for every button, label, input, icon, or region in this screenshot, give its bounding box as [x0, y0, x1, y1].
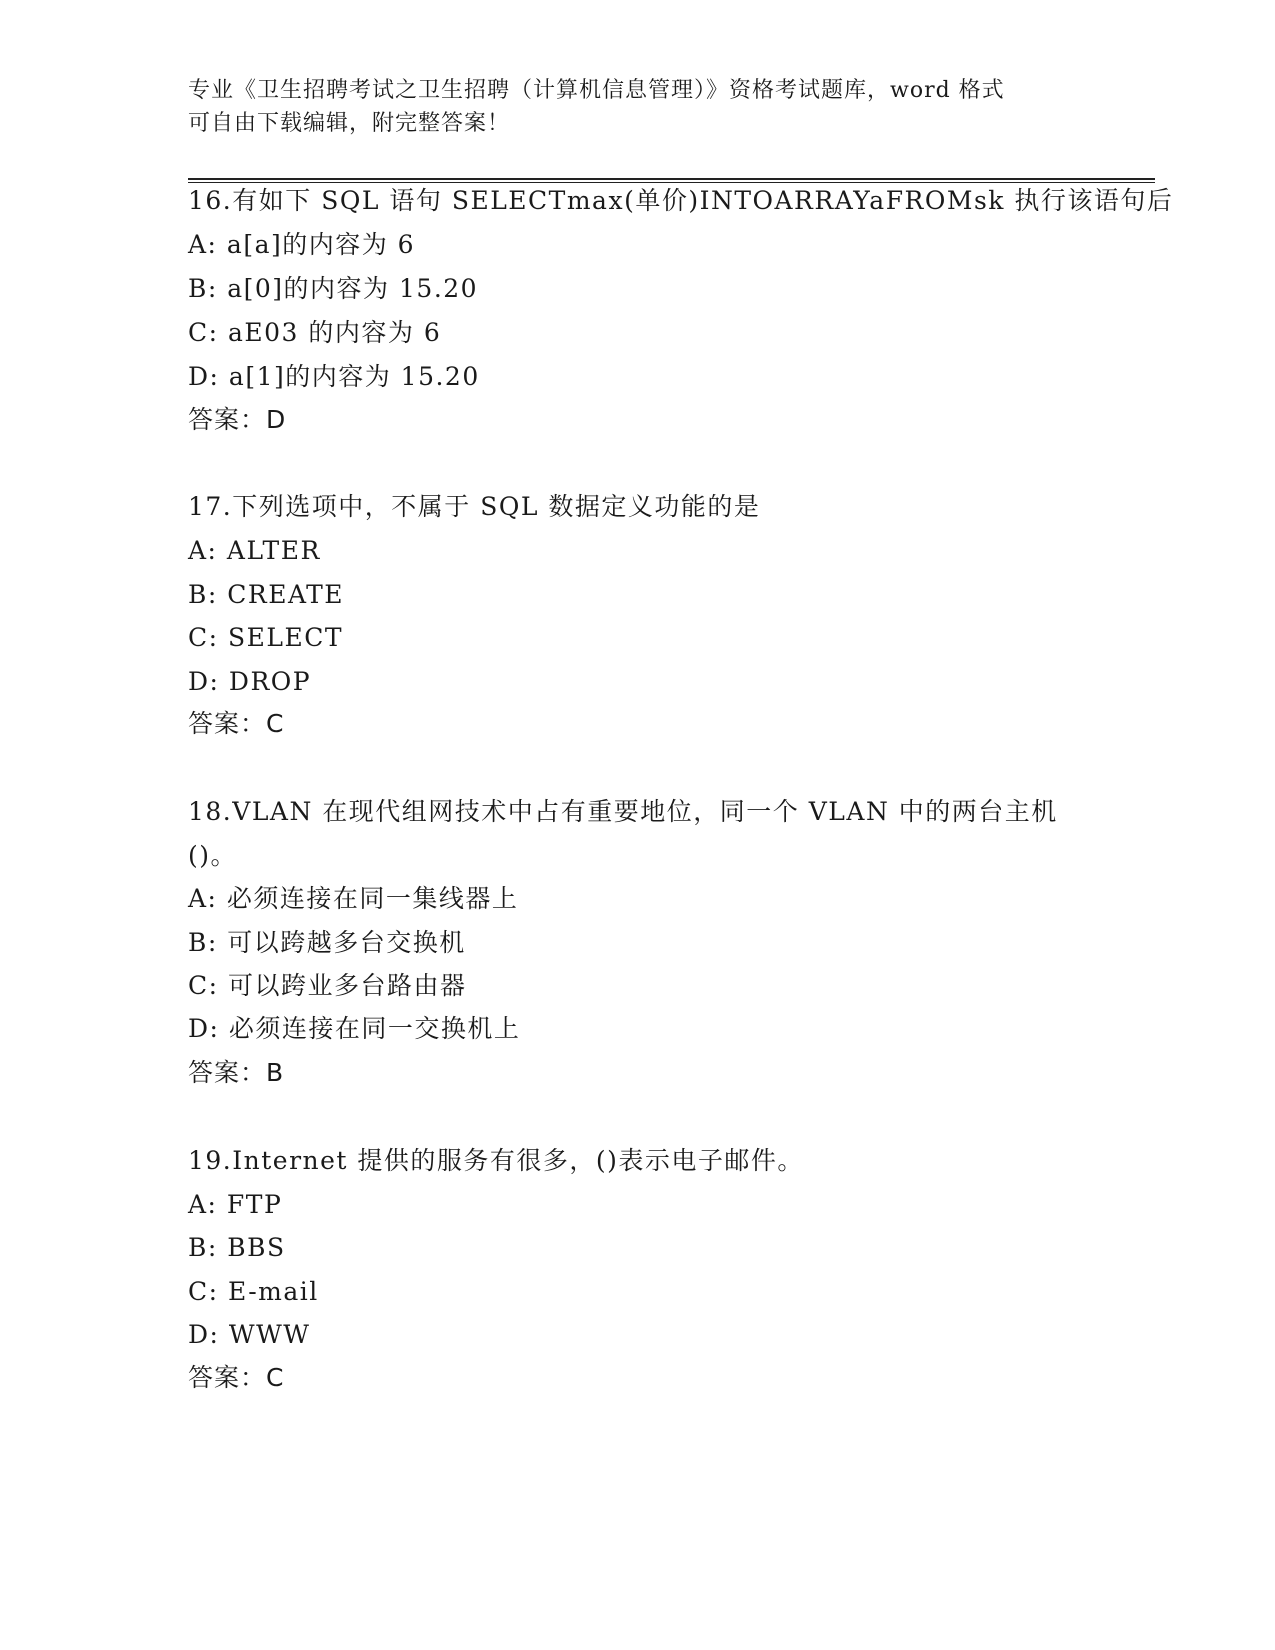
question-17-option-d: D: DROP	[188, 667, 312, 696]
question-19-option-c: C: E-mail	[188, 1277, 319, 1306]
question-18-option-a: A: 必须连接在同一集线器上	[188, 884, 519, 913]
question-17-answer: 答案：C	[188, 709, 285, 738]
question-19-option-b: B: BBS	[188, 1233, 286, 1262]
question-19-option-a: A: FTP	[188, 1190, 283, 1219]
question-19-answer: 答案：C	[188, 1363, 285, 1392]
question-16-answer: 答案：D	[188, 405, 287, 434]
question-17-option-b: B: CREATE	[188, 580, 345, 609]
question-16-option-c: C: aE03 的内容为 6	[188, 318, 442, 347]
header-line-2: 可自由下载编辑，附完整答案！	[188, 111, 511, 136]
question-16-option-d: D: a[1]的内容为 15.20	[188, 362, 480, 391]
question-17-option-a: A: ALTER	[188, 536, 321, 565]
question-19-option-d: D: WWW	[188, 1320, 311, 1349]
question-17-option-c: C: SELECT	[188, 623, 344, 652]
question-18-stem-line-1: 18.VLAN 在现代组网技术中占有重要地位，同一个 VLAN 中的两台主机	[188, 797, 1058, 826]
question-16-option-a: A: a[a]的内容为 6	[188, 230, 416, 259]
question-16-stem: 16.有如下 SQL 语句 SELECTmax(单价)INTOARRAYaFROMsk 执行该语句后	[188, 186, 1174, 215]
header-line-1: 专业《卫生招聘考试之卫生招聘（计算机信息管理）》资格考试题库，word 格式	[188, 78, 1005, 103]
question-16-option-b: B: a[0]的内容为 15.20	[188, 274, 479, 303]
question-18-stem-line-2: ()。	[188, 841, 238, 870]
header-divider	[188, 178, 1155, 183]
question-19-stem: 19.Internet 提供的服务有很多，()表示电子邮件。	[188, 1146, 804, 1175]
document-header	[188, 74, 1088, 140]
question-18-option-c: C: 可以跨业多台路由器	[188, 971, 467, 1000]
question-18-option-b: B: 可以跨越多台交换机	[188, 928, 466, 957]
question-18-option-d: D: 必须连接在同一交换机上	[188, 1014, 521, 1043]
question-18-answer: 答案：B	[188, 1058, 285, 1087]
question-17-stem: 17.下列选项中，不属于 SQL 数据定义功能的是	[188, 492, 761, 521]
